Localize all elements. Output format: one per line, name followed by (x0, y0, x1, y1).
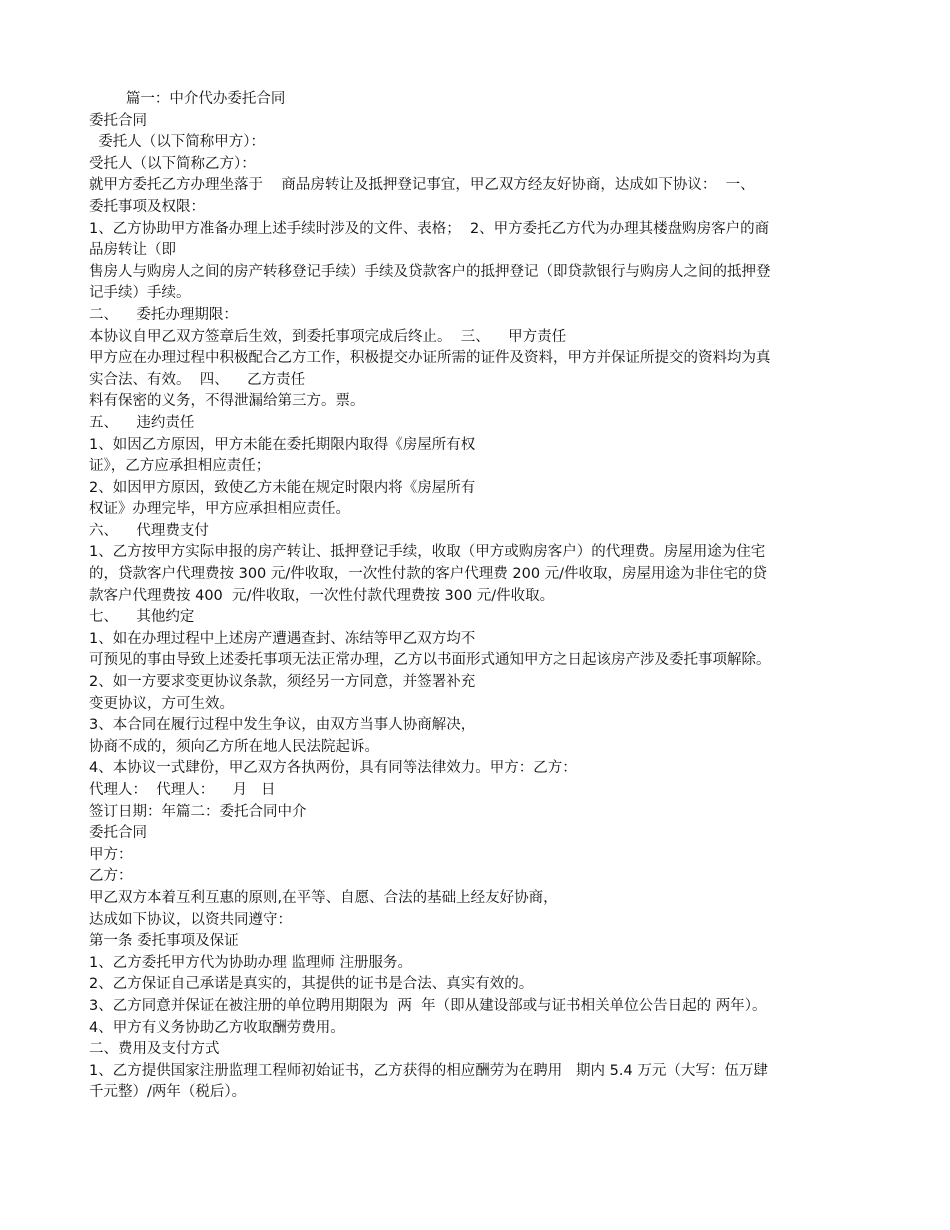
text-line: 料有保密的义务，不得泄漏给第三方。票。 (89, 393, 365, 410)
text-line: 2、如因甲方原因，致使乙方未能在规定时限内将《房屋所有 (89, 479, 476, 496)
text-line: 1、如在办理过程中上述房产遭遇查封、冻结等甲乙双方均不 (89, 630, 476, 647)
text-line: 第一条 委托事项及保证 (89, 933, 239, 950)
text-line: 3、乙方同意并保证在被注册的单位聘用期限为 两 年（即从建设部或与证书相关单位公告日起的 两年）。 (89, 997, 767, 1014)
text-line: 二、费用及支付方式 (89, 1041, 220, 1058)
text-line: 1、如因乙方原因，甲方未能在委托期限内取得《房屋所有权 (89, 436, 476, 453)
text-line: 实合法、有效。 四、 乙方责任 (89, 371, 306, 388)
text-line: 4、甲方有义务协助乙方收取酬劳费用。 (89, 1019, 345, 1036)
text-line: 记手续）手续。 (89, 285, 191, 302)
text-line: 乙方： (89, 868, 133, 885)
text-line: 3、本合同在履行过程中发生争议，由双方当事人协商解决， (89, 717, 476, 734)
text-line: 变更协议，方可生效。 (89, 695, 234, 712)
text-line: 甲乙双方本着互利互惠的原则,在平等、自愿、合法的基础上经友好协商， (89, 889, 558, 906)
text-line: 1、乙方协助甲方准备办理上述手续时涉及的文件、表格； 2、甲方委托乙方代为办理其楼盘购房客户的商 (89, 220, 770, 237)
text-line: 五、 违约责任 (89, 414, 195, 431)
text-line: 1、乙方提供国家注册监理工程师初始证书，乙方获得的相应酬劳为在聘用 期内 5.4 万元（大写：伍万肆 (89, 1062, 768, 1079)
text-line: 二、 委托办理期限： (89, 306, 238, 323)
text-line: 六、 代理费支付 (89, 522, 209, 539)
text-line: 的，贷款客户代理费按 300 元/件收取，一次性付款的客户代理费 200 元/件收取，房屋用途为非住宅的贷 (89, 566, 768, 583)
text-line: 1、乙方按甲方实际申报的房产转让、抵押登记手续，收取（甲方或购房客户）的代理费。房屋用途为住宅 (89, 544, 766, 561)
document-body (89, 89, 869, 1104)
text-line: 签订日期：年篇二：委托合同中介 (89, 803, 307, 820)
text-line: 七、 其他约定 (89, 609, 195, 626)
text-line: 千元整）/两年（税后）。 (89, 1084, 247, 1101)
text-line: 售房人与购房人之间的房产转移登记手续）手续及贷款客户的抵押登记（即贷款银行与购房人之间的抵押登 (89, 263, 771, 280)
text-line: 权证》办理完毕，甲方应承担相应责任。 (89, 501, 350, 518)
text-line: 2、如一方要求变更协议条款，须经另一方同意，并签署补充 (89, 674, 476, 691)
text-line: 协商不成的，须向乙方所在地人民法院起诉。 (89, 738, 379, 755)
text-line: 篇一：中介代办委托合同 (89, 91, 286, 107)
text-line: 受托人（以下简称乙方）： (89, 155, 256, 172)
text-line: 可预见的事由导致上述委托事项无法正常办理，乙方以书面形式通知甲方之日起该房产涉及委托事项解除。 (89, 652, 771, 669)
text-line: 2、乙方保证自己承诺是真实的，其提供的证书是合法、真实有效的。 (89, 976, 534, 993)
text-line: 4、本协议一式肆份，甲乙双方各执两份，具有同等法律效力。甲方：乙方： (89, 760, 577, 777)
text-line: 就甲方委托乙方办理坐落于 商品房转让及抵押登记事宜，甲乙双方经友好协商，达成如下协议： 一、 (89, 177, 755, 194)
text-line: 证》，乙方应承担相应责任； (89, 458, 271, 475)
text-line: 代理人： 代理人： 月 日 (89, 782, 276, 798)
text-line: 委托人（以下简称甲方）： (89, 134, 265, 151)
text-line: 1、乙方委托甲方代为协助办理 监理师 注册服务。 (89, 954, 412, 971)
text-line: 委托合同 (89, 825, 147, 842)
text-line: 款客户代理费按 400 元/件收取，一次性付款代理费按 300 元/件收取。 (89, 587, 555, 604)
text-line: 甲方应在办理过程中积极配合乙方工作，积极提交办证所需的证件及资料，甲方并保证所提交的资料均为真 (89, 350, 771, 367)
text-line: 品房转让（即 (89, 242, 176, 259)
text-line: 委托事项及权限： (89, 198, 205, 215)
text-line: 本协议自甲乙双方签章后生效，到委托事项完成后终止。 三、 甲方责任 (89, 328, 567, 345)
text-line: 委托合同 (89, 112, 147, 129)
text-line: 达成如下协议，以资共同遵守： (89, 911, 292, 928)
text-line: 甲方： (89, 846, 133, 863)
